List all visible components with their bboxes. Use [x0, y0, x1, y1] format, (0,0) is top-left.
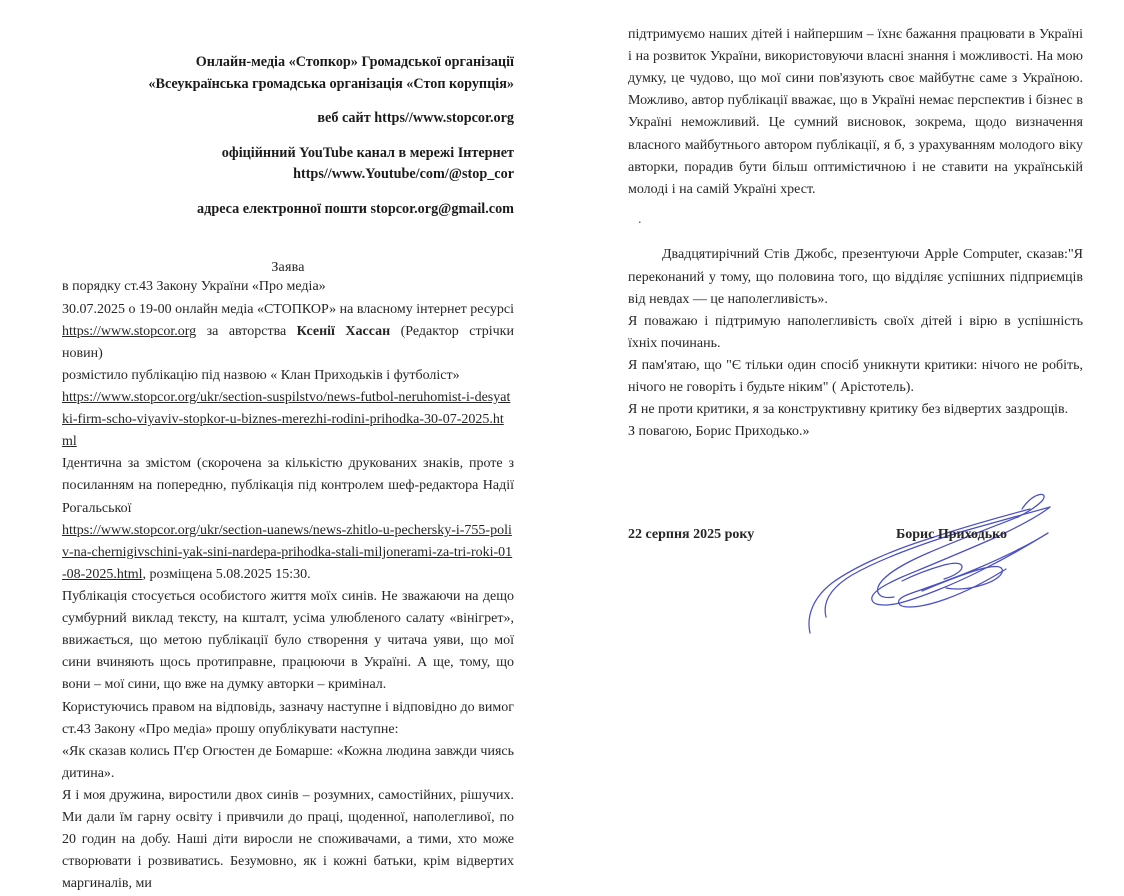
- left-column: [62, 0, 514, 896]
- letterhead-org-line-2: «Всеукраїнська громадська організація «Стоп корупція»: [148, 75, 514, 92]
- sons-upbringing-paragraph: Я і моя дружина, виростили двох синів – розумних, самостійних, рішучих. Ми дали їм гарну освіту і привчили до праці, щоденної, наполегливої, по 20 годин на добу. Наші діти виросли не споживачами, а тими, хто може створювати і розвиватись. Безумовно, як і кожні батьки, крім відвертих маргиналів, ми: [62, 787, 514, 892]
- steve-jobs-quote-paragraph: Двадцятирічний Стів Джобс, презентуючи Apple Computer, сказав:"Я переконаний у тому, що половина того, що відділяє успішних підприємців від невдах — це наполегливість».: [628, 247, 1083, 307]
- identical-content-paragraph: Ідентична за змістом (скорочена за кількістю друкованих знаків, проте з посиланням на попередню, публікація під контролем шеф-редактора Надії Рогальської: [62, 456, 514, 516]
- beaumarchais-quote-paragraph: «Як сказав колись П'єр Огюстен де Бомарше: «Кожна людина завжди чиясь дитина».: [62, 743, 514, 781]
- second-article-posted-time: , розміщена 5.08.2025 15:30.: [142, 566, 311, 582]
- letterhead-youtube-label: офіційнний YouTube канал в мережі Інтернет: [221, 144, 514, 161]
- stray-dot-mark: .: [638, 211, 642, 227]
- criticism-paragraph: Я не проти критики, я за конструктивну критику без відвертих заздрощів.: [628, 402, 1069, 418]
- document-title: Заява: [271, 260, 305, 276]
- first-article-link[interactable]: https://www.stopcor.org/ukr/section-suspilstvo/news-futbol-neruhomist-i-desyatki-firm-scho-viyaviv-stopkor-u-biznes-merezhi-rodini-prihodka-30-07-2025.html: [62, 390, 511, 450]
- publication-title-paragraph: розмістило публікацію під назвою « Клан Приходьків і футболіст»: [62, 367, 460, 383]
- about-publication-paragraph: Публікація стосується особистого життя моїх синів. Не зважаючи на дещо сумбурний виклад тексту, на кшталт, усіма улюбленого салату «вінігрет», ввижається, що метою публікації було створення у читача уяви, що мої сини вчиняють щось протиправне, працюючи в Україні. А ще, тому, що вони – мої сини, що вже на думку авторки – кримінал.: [62, 589, 514, 693]
- stopcor-site-link[interactable]: https://www.stopcor.org: [62, 323, 197, 339]
- respect-persistence-paragraph: Я поважаю і підтримую наполегливість своїх дітей і вірю в успішність їхніх починань.: [628, 313, 1083, 351]
- continuation-paragraph: підтримуємо наших дітей і найпершим – їхнє бажання працювати в Україні і на розвиток України, використовуючи власні знання і можливості. На мою думку, це чудово, що мої сини пов'язують своє майбутнє саме з Україною. Можливо, автор публікації вважає, що в Україні немає перспектив і бізнес в Україні неможливий. Це сумний висновок, зокрема, щодо визначення власного майбутнього автором публікації, я б, з урахуванням молодого віку авторки, порадив бути більш оптимістичною і не ставити на українській молоді і на самій Україні хрест.: [628, 27, 1083, 197]
- publication-reference-paragraph: [62, 299, 514, 365]
- signature-block: [628, 501, 1083, 651]
- letterhead-email: адреса електронної пошти stopcor.org@gmail.com: [197, 200, 514, 217]
- document-subtitle: в порядку ст.43 Закону України «Про медіа»: [62, 279, 326, 295]
- second-article-link-paragraph: [62, 520, 514, 586]
- handwritten-signature: [804, 485, 1104, 637]
- aristotle-quote-paragraph: Я пам'ятаю, що "Є тільки один спосіб уникнути критики: нічого не робіть, нічого не говоріть і будьте ніким" ( Арістотель).: [628, 358, 1083, 396]
- signatory-name: Борис Приходько: [896, 527, 1007, 543]
- first-article-link-paragraph: [62, 387, 514, 453]
- right-of-reply-paragraph: Користуючись правом на відповідь, зазначу наступне і відповідно до вимог ст.43 Закону «Про медіа» прошу опублікувати наступне:: [62, 699, 514, 737]
- publication-author-name: Ксенії Хассан: [296, 323, 391, 339]
- publication-author-role: (Редактор стрічки новин): [62, 323, 514, 361]
- letterhead-youtube-url: https//www.Youtube/com/@stop_cor: [293, 166, 514, 183]
- letterhead: [62, 0, 514, 220]
- second-article-link[interactable]: https://www.stopcor.org/ukr/section-uanews/news-zhitlo-u-pechersky-i-755-poliv-na-chernigivschini-yak-sini-nardepa-prihodka-stali-miljonerami-za-tri-roki-01-08-2025.html: [62, 522, 513, 582]
- closing-paragraph: З повагою, Борис Приходько.»: [628, 424, 810, 440]
- publication-author-prefix: за авторства: [196, 323, 297, 339]
- right-column: [628, 0, 1083, 651]
- publication-intro-text: 30.07.2025 о 19-00 онлайн медіа «СТОПКОР» на власному інтернет ресурсі: [62, 301, 514, 317]
- signature-date: 22 серпня 2025 року: [628, 527, 755, 543]
- letterhead-website: веб сайт https//www.stopcor.org: [317, 110, 514, 127]
- letterhead-org-line-1: Онлайн-медіа «Стопкор» Громадської організації: [195, 54, 514, 70]
